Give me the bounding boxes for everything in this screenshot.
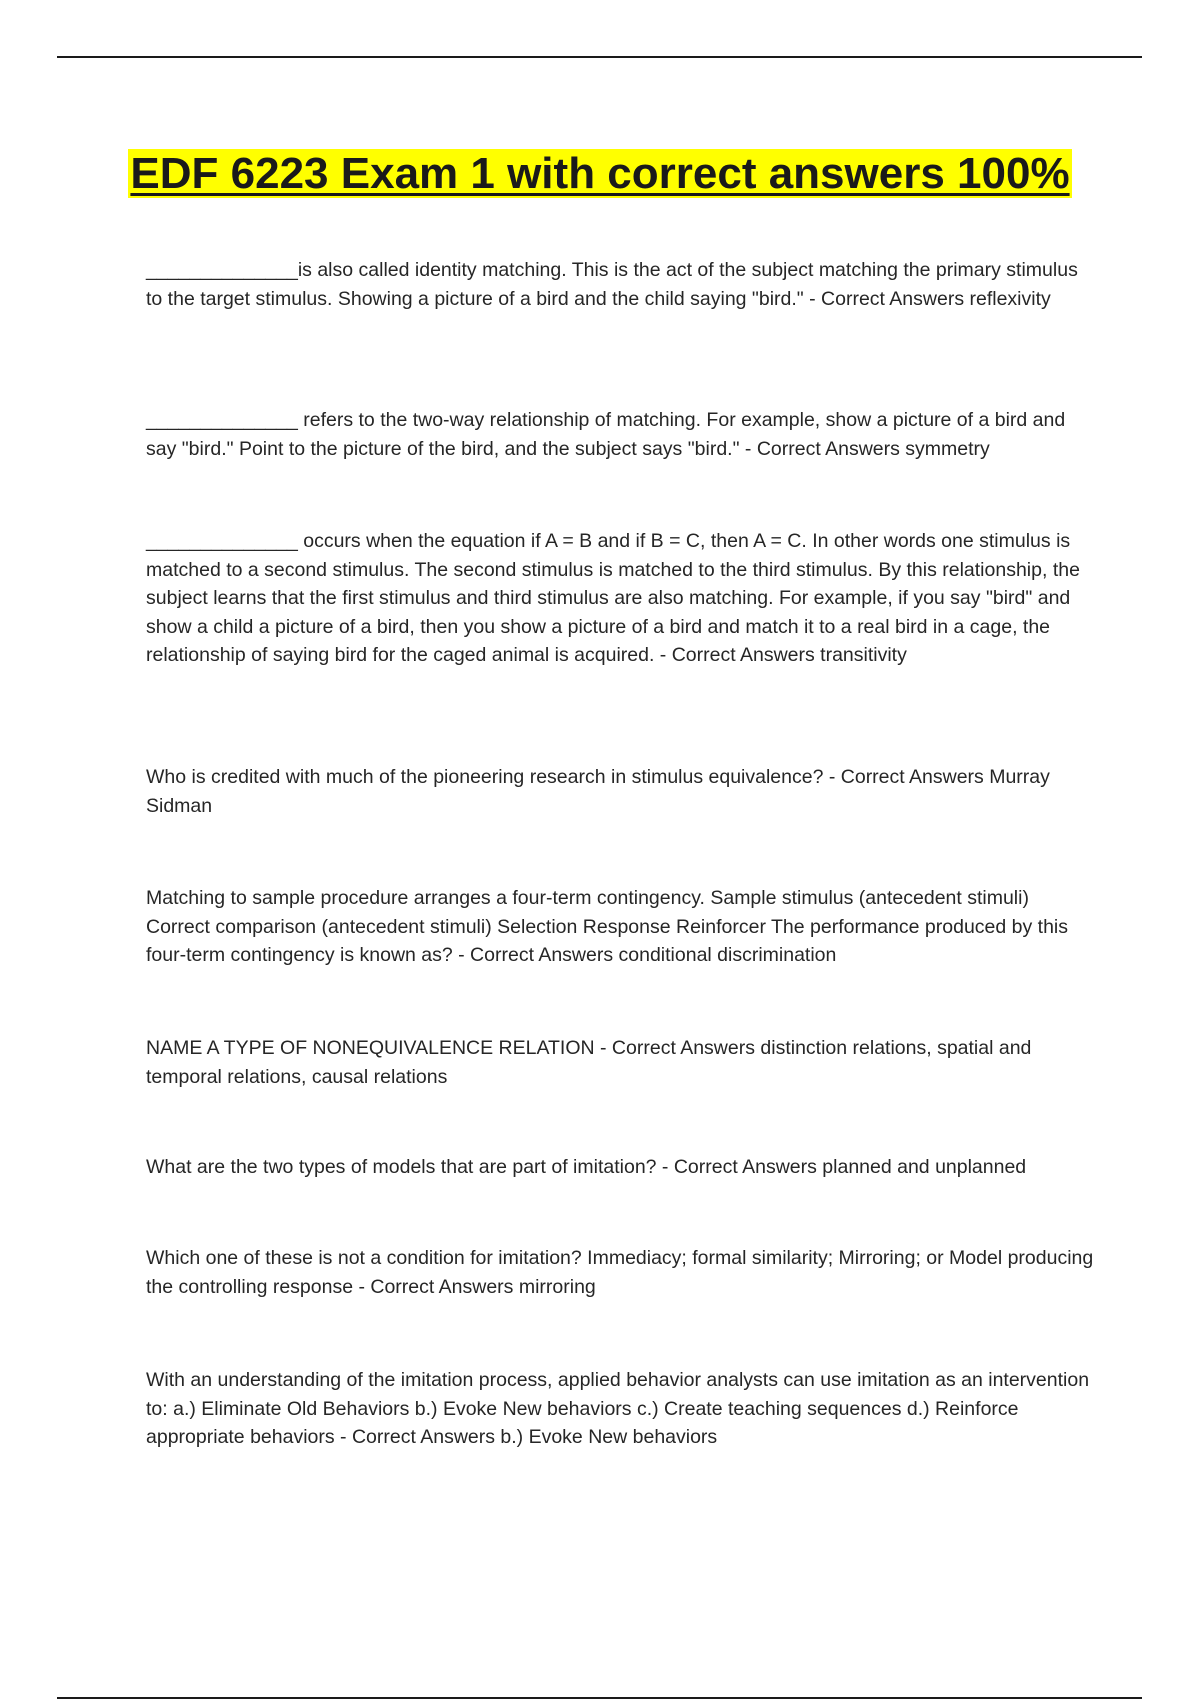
footer-rule: [57, 1697, 1142, 1699]
qa-item-sidman: Who is credited with much of the pioneering research in stimulus equivalence? - Correct Answers Murray Sidman: [146, 766, 1050, 817]
header-rule: [57, 56, 1142, 58]
qa-item-imitation-condition: Which one of these is not a condition for imitation? Immediacy; formal similarity; Mirroring; or Model producing the controlling response - Correct Answers mirroring: [146, 1247, 1094, 1298]
qa-item-transitivity: ______________ occurs when the equation if A = B and if B = C, then A = C. In other words one stimulus is matched to a second stimulus. The second stimulus is matched to the third stimulus. By this relationship, the subject learns that the first stimulus and third stimulus are also matching. For example, if you say "bird" and show a child a picture of a bird, then you show a picture of a bird and match it to a real bird in a cage, the relationship of saying bird for the caged animal is acquired. - Correct Answers transitivity: [146, 530, 1080, 666]
qa-item-reflexivity: ______________is also called identity matching. This is the act of the subject matching the primary stimulus to the target stimulus. Showing a picture of a bird and the child saying "bird." - Correct Answers reflexivity: [146, 259, 1078, 310]
qa-item-nonequivalence: NAME A TYPE OF NONEQUIVALENCE RELATION - Correct Answers distinction relations, spatial and temporal relations, causal relations: [146, 1037, 1032, 1088]
qa-item-symmetry: ______________ refers to the two-way relationship of matching. For example, show a picture of a bird and say "bird." Point to the picture of the bird, and the subject says "bird." - Correct Answers symmetry: [146, 409, 1066, 460]
title-highlight: EDF 6223 Exam 1 with correct answers 100%: [130, 149, 1070, 198]
qa-item-conditional-discrimination: Matching to sample procedure arranges a four-term contingency. Sample stimulus (antecedent stimuli) Correct comparison (antecedent stimuli) Selection Response Reinforcer The performance produced by this four-term contingency is known as? - Correct Answers conditional discrimination: [146, 887, 1069, 966]
document-title: [100, 146, 1100, 202]
qa-item-intervention: With an understanding of the imitation process, applied behavior analysts can use imitation as an intervention to: a.) Eliminate Old Behaviors b.) Evoke New behaviors c.) Create teaching sequences d.) Reinforce appropriate behaviors - Correct Answers b.) Evoke New behaviors: [146, 1369, 1090, 1448]
qa-item-models: What are the two types of models that are part of imitation? - Correct Answers planned and unplanned: [146, 1156, 1027, 1178]
